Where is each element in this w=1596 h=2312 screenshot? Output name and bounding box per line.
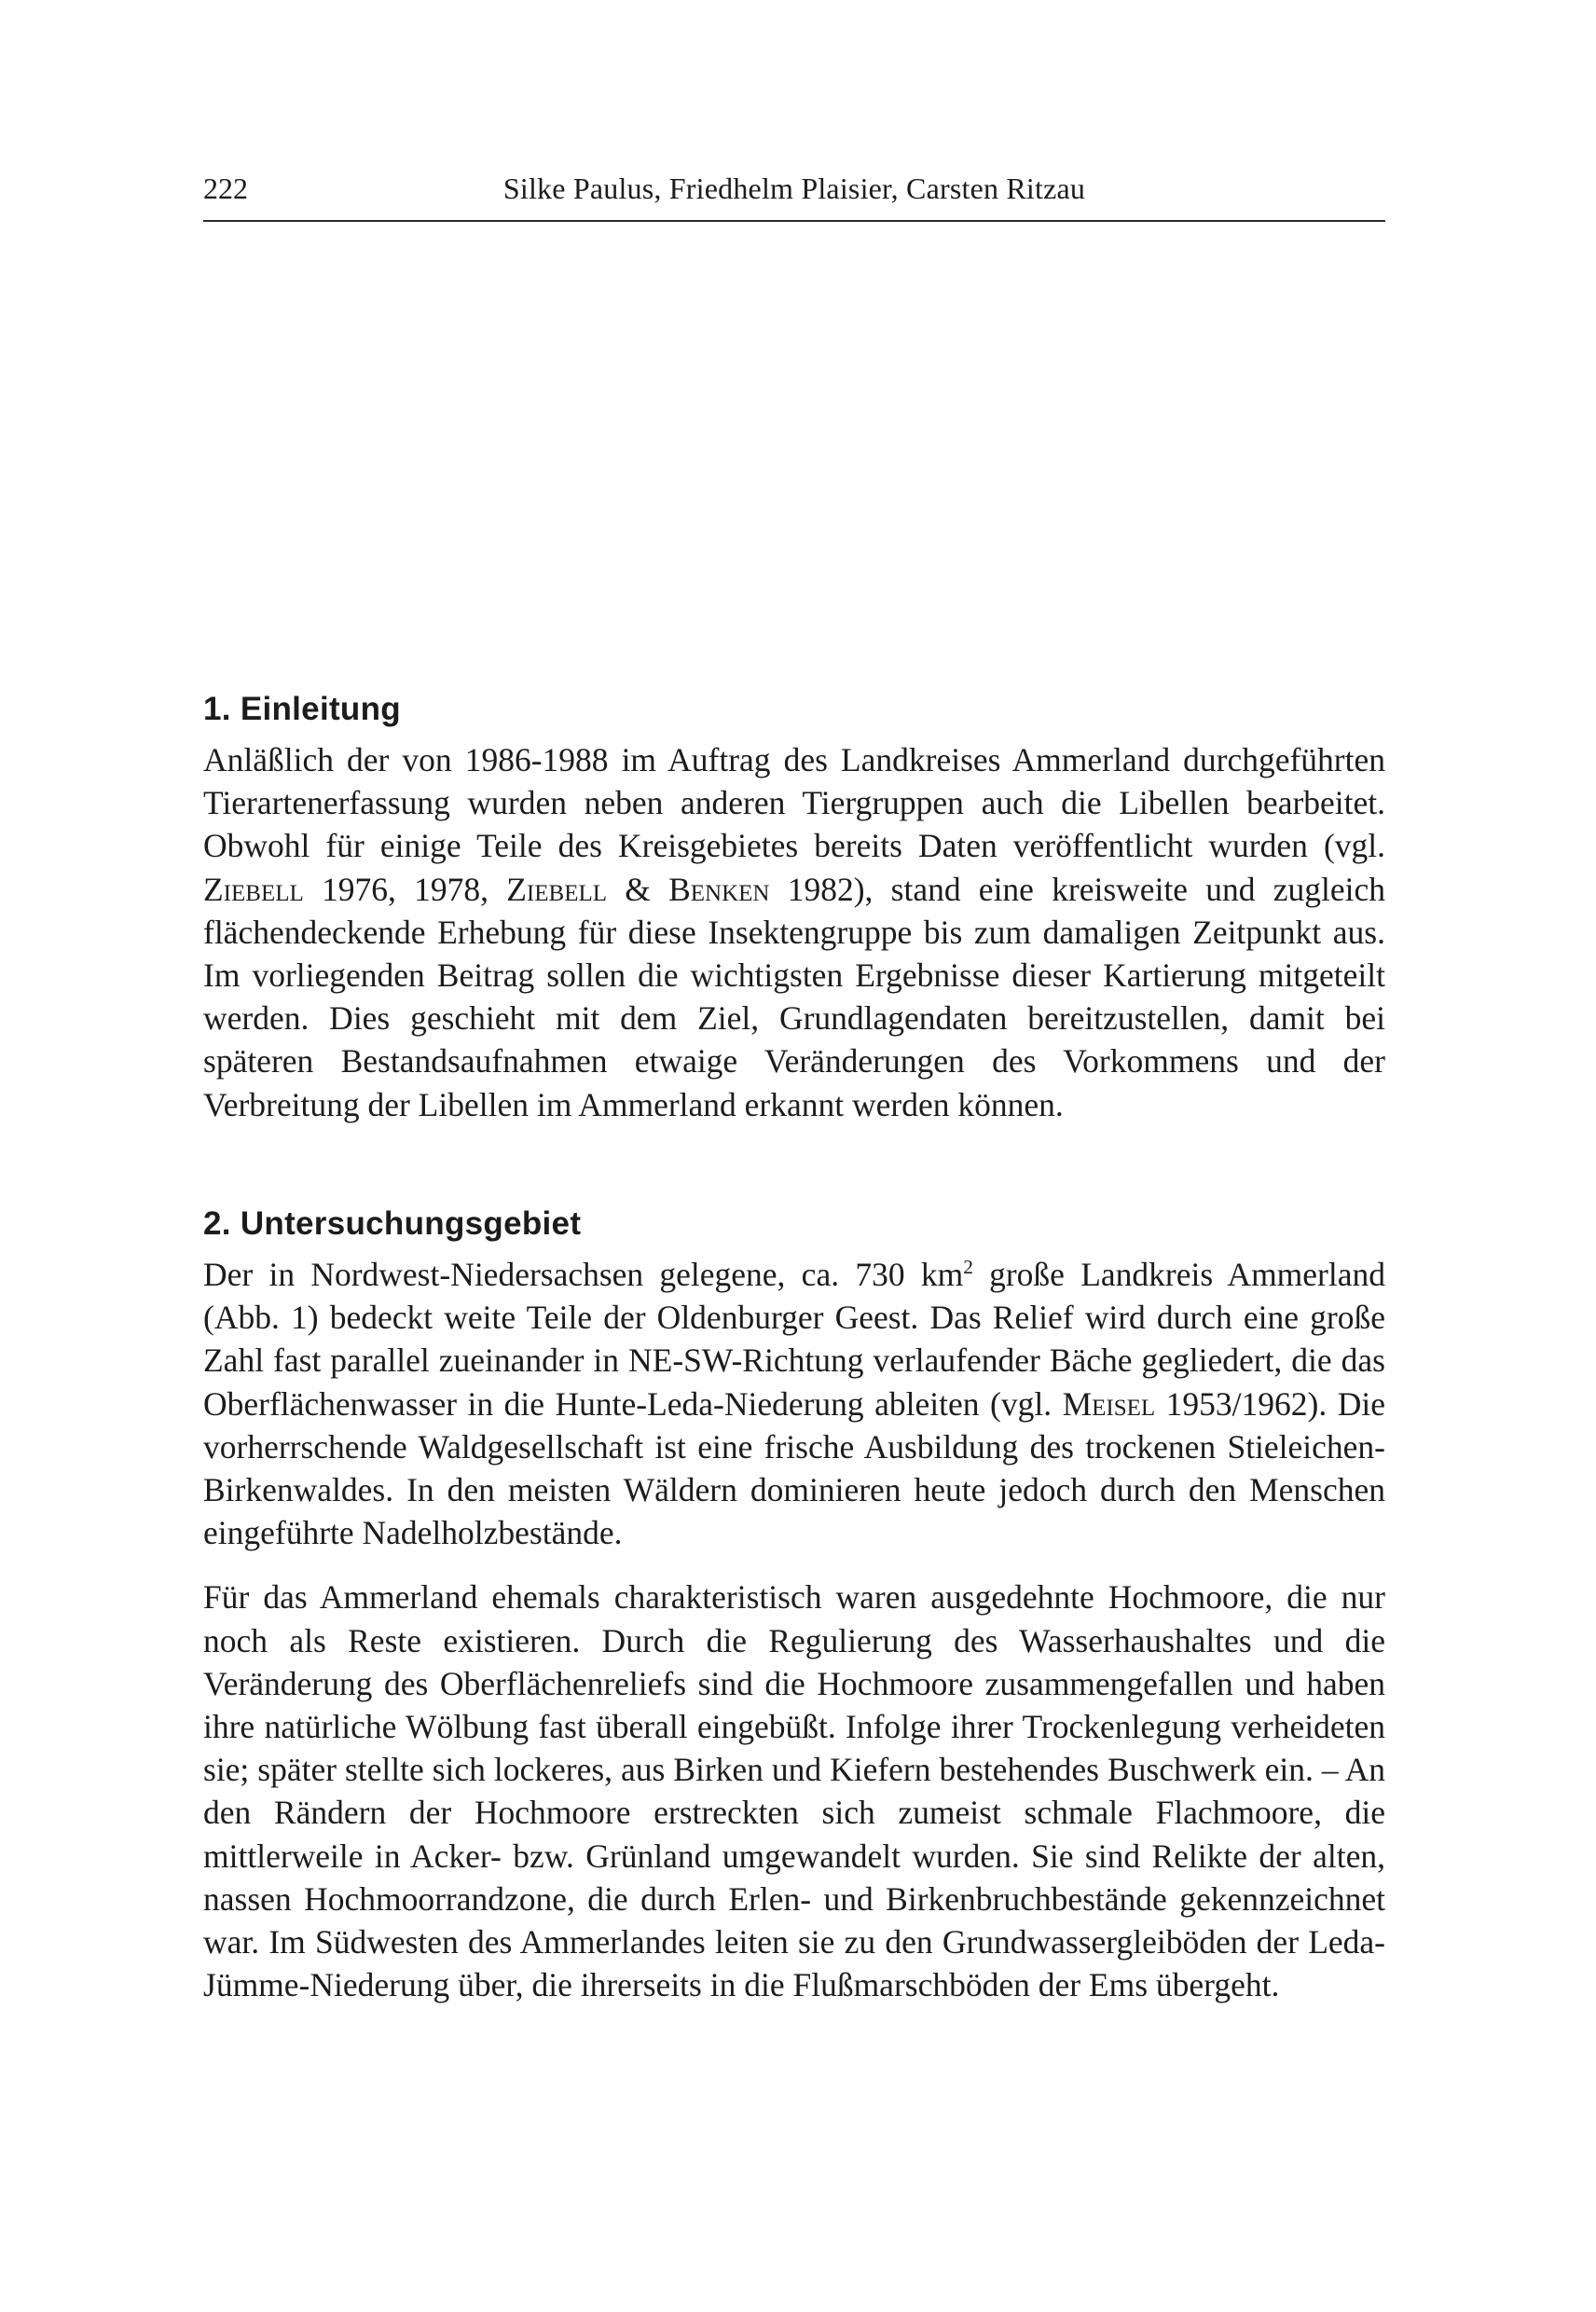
text-run: & [607,870,669,908]
text-run: 1982), stand eine kreisweite und zugleich flächendeckende Erhebung für diese Insektengruppe bis zum damaligen Zeitpunkt aus. Im vorliegenden Beitrag sollen die wichtigsten Ergebnisse dieser Kartierung mitgeteilt werden. Dies geschieht mit dem Ziel, Grundlagendaten bereitzustellen, damit bei späteren Bestandsaufnahmen etwaige Veränderungen des Vorkommens und der Verbreitung der Libellen im Ammerland erkannt werden können. [203,870,1386,1123]
superscript: 2 [963,1256,973,1279]
text-run: große Landkreis Ammerland (Abb. 1) bedeckt weite Teile der Oldenburger Geest. Das Relief wird durch eine große Zahl fast parallel zueinander in NE-SW-Richtung verlaufender Bäche gegliedert, die das Oberflächenwasser in die Hunte-Leda-Niederung ableiten (vgl. [203,1256,1385,1423]
paragraph [203,738,1385,1126]
text-run: Anläßlich der von 1986-1988 im Auftrag des Landkreises Ammerland durchgeführten Tierartenerfassung wurden neben anderen Tiergruppen auch die Libellen bearbeitet. Obwohl für einige Teile des Kreisgebietes bereits Daten veröffentlicht wurden (vgl. [203,741,1385,865]
paragraph [203,1253,1385,1554]
paragraph: Für das Ammerland ehemals charakteristisch waren ausgedehnte Hochmoore, die nur noch als Reste existieren. Durch die Regulierung des Wasserhaushaltes und die Veränderung des Oberflächenreliefs sind die Hochmoore zusammengefallen und haben ihre natürliche Wölbung fast überall eingebüßt. Infolge ihrer Trockenlegung verheideten sie; später stellte sich lockeres, aus Birken und Kiefern bestehendes Buschwerk ein. – An den Rändern der Hochmoore erstreckten sich zumeist schmale Flachmoore, die mittlerweile in Acker- bzw. Grünland umgewandelt wurden. Sie sind Relikte der alten, nassen Hochmoorrandzone, die durch Erlen- und Birkenbruchbestände gekennzeichnet war. Im Südwesten des Ammerlandes leiten sie zu den Grundwassergleiböden der Leda-Jümme-Niederung über, die ihrerseits in die Flußmarschböden der Ems übergeht. [203,1578,1385,2004]
text-run: Der in Nordwest-Niedersachsen gelegene, ca. 730 km [203,1256,964,1293]
page-number: 222 [203,172,248,205]
author-citation: Ziebell [203,870,304,908]
text-run: 1953/1962). Die vorherrschende Waldgesellschaft ist eine frische Ausbildung des trockenen Stieleichen-Birkenwaldes. In den meisten Wäldern dominieren heute jedoch durch den Menschen eingeführte Nadelholzbestände. [203,1384,1385,1552]
page-header [203,164,1385,222]
text-run: 1976, 1978, [303,870,507,908]
section-heading: 1. Einleitung [203,691,401,727]
section-einleitung [203,688,1385,1126]
author-citation: Benken [668,870,770,908]
section-heading: 2. Untersuchungsgebiet [203,1205,582,1242]
running-head-authors: Silke Paulus, Friedhelm Plaisier, Carsten Ritzau [502,172,1086,205]
author-citation: Meisel [1062,1384,1156,1423]
author-citation: Ziebell [506,870,608,908]
section-untersuchungsgebiet [203,1203,1385,2006]
